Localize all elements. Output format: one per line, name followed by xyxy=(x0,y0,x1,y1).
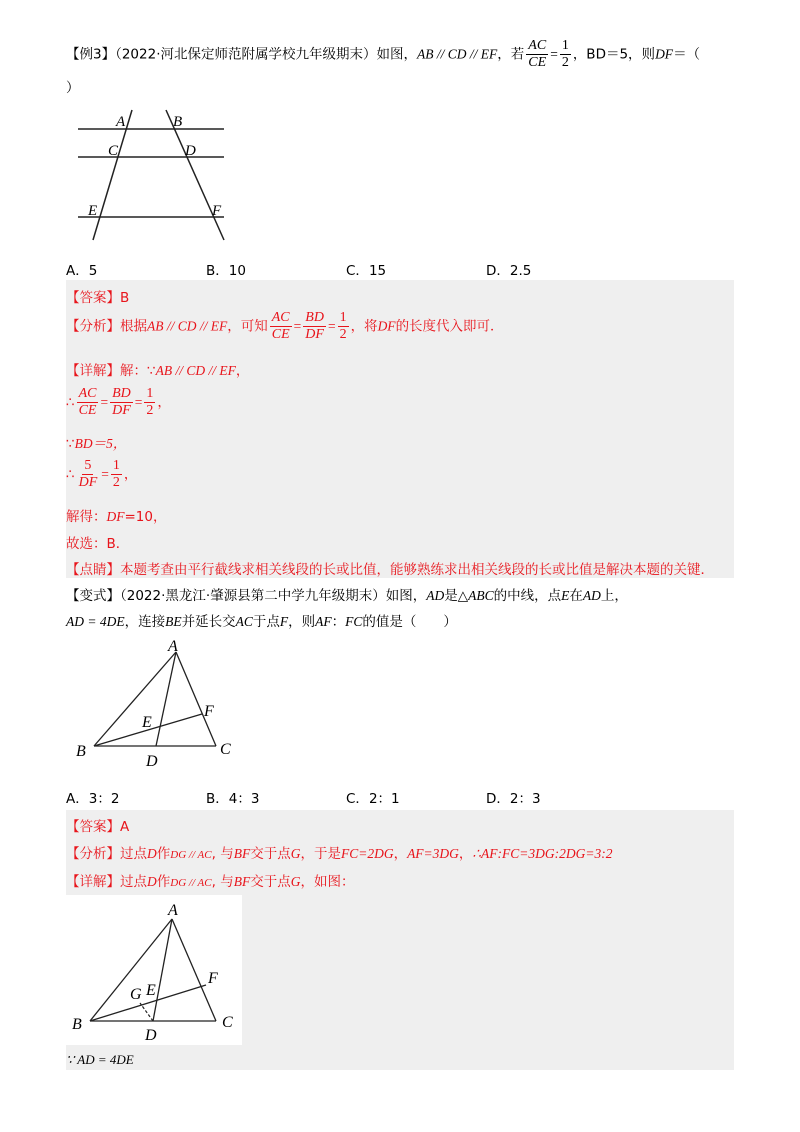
ex3-cd: CD xyxy=(447,46,467,62)
median-ad xyxy=(153,919,172,1021)
var-detail: 【详解】过点D作DG // AC, 与BF交于点G，如图： xyxy=(66,874,355,890)
ex3-step-sub: ∴ $\frac{5}{DF}$ = $\frac{1}{2}$ ， xyxy=(66,458,138,490)
label-f: F xyxy=(212,203,222,219)
ex3-option-d: D．2.5 xyxy=(486,263,532,279)
label-c: C xyxy=(222,1014,233,1031)
ex3-question-line xyxy=(66,38,700,71)
label-b: B xyxy=(72,1016,82,1033)
ex3-bracket-label: 【例3】 xyxy=(66,46,116,63)
ex3-ef: EF xyxy=(480,46,498,62)
var-figure2 xyxy=(66,895,242,1045)
label-e: E xyxy=(142,714,152,731)
label-f: F xyxy=(204,703,214,720)
ex3-choose: 故选：B． xyxy=(66,536,130,552)
ex3-figure xyxy=(70,108,235,248)
side-ab xyxy=(90,919,172,1021)
label-b: B xyxy=(173,114,183,130)
var-analysis: 【分析】过点D作DG // AC, 与BF交于点G，于是FC=2DG，AF=3DG，∴AF:FC=3DG:2DG=3:2 xyxy=(66,846,613,862)
label-e: E xyxy=(88,203,98,219)
ex3-option-b: B．10 xyxy=(206,263,246,279)
label-d: D xyxy=(185,143,196,159)
ex3-step-bd: ∵BD＝5， xyxy=(66,436,127,452)
ex3-comment: 【点睛】本题考查由平行截线求相关线段的长或比值，能够熟练求出相关线段的长或比值是解决本题的关键． xyxy=(66,562,714,578)
ex3-close-paren: ） xyxy=(66,80,80,96)
label-a: A xyxy=(168,902,178,919)
var-question-line2: AD = 4DE，连接BE并延长交AC于点F，则AF：FC的值是（ ） xyxy=(66,614,457,630)
ex3-eq: = xyxy=(550,46,558,62)
label-d: D xyxy=(145,1027,157,1044)
ex3-ruo: ，若 xyxy=(497,46,525,63)
label-f: F xyxy=(208,970,218,987)
ex3-fraction-ac-ce: $\frac{AC}{CE}$ xyxy=(528,38,547,70)
var-last-line: ∵ AD = 4DE xyxy=(66,1052,134,1067)
var-option-d: D．2：3 xyxy=(486,791,541,807)
ex3-source: （2022·河北保定师范附属学校九年级期末）如图， xyxy=(115,46,417,63)
label-b: B xyxy=(76,743,86,760)
ex3-answer: 【答案】B xyxy=(66,290,130,306)
median-ad xyxy=(156,652,176,746)
label-e: E xyxy=(146,982,156,999)
segment-dg xyxy=(140,1003,153,1021)
label-c: C xyxy=(108,143,119,159)
var-figure xyxy=(70,636,240,776)
ex3-ab: AB xyxy=(417,46,434,62)
ex3-fraction-half: $\frac{1}{2}$ xyxy=(561,38,569,70)
label-a: A xyxy=(168,638,178,655)
side-ab xyxy=(94,652,176,746)
var-option-a: A．3：2 xyxy=(66,791,120,807)
ex3-detail: 【详解】解：∵AB // CD // EF， xyxy=(66,363,250,379)
ex3-par2: // xyxy=(466,46,481,62)
var-figure2-frame xyxy=(66,895,242,1045)
ex3-option-c: C．15 xyxy=(346,263,387,279)
side-ac xyxy=(176,652,216,746)
var-option-c: C．2：1 xyxy=(346,791,400,807)
label-a: A xyxy=(116,114,126,130)
var-question-line1: 【变式】（2022·黑龙江·肇源县第二中学九年级期末）如图，AD是△ABC的中线，点E在AD上， xyxy=(66,588,628,604)
ex3-ask: ＝（ xyxy=(673,46,701,63)
var-answer: 【答案】A xyxy=(66,819,130,835)
ex3-par1: // xyxy=(433,46,448,62)
ex3-bd-text: ，BD＝5，则 xyxy=(572,46,656,63)
label-d: D xyxy=(146,753,158,770)
ex3-solve: 解得：DF=10， xyxy=(66,509,167,525)
ex3-df: DF xyxy=(655,46,674,62)
var-option-b: B．4：3 xyxy=(206,791,260,807)
label-g: G xyxy=(130,986,142,1003)
ex3-step-ratio: ∴ $\frac{AC}{CE}$ = $\frac{BD}{DF}$ = $\frac{1}{2}$ ， xyxy=(66,386,171,418)
label-c: C xyxy=(220,741,231,758)
ex3-option-a: A．5 xyxy=(66,263,98,279)
ex3-analysis: 【分析】根据AB // CD // EF，可知 $\frac{AC}{CE}$ = $\frac{BD}{DF}$ = $\frac{1}{2}$ ，将DF的长度代入即可． xyxy=(66,310,504,342)
